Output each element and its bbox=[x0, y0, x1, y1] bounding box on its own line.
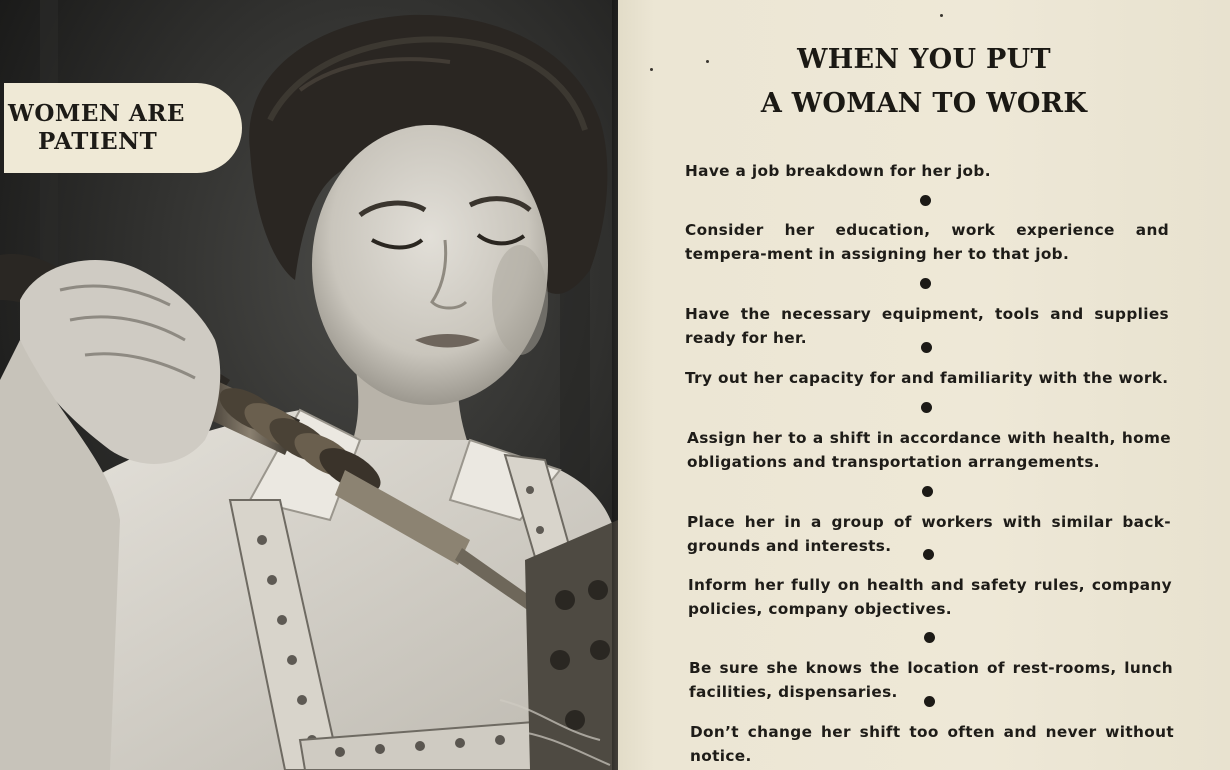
list-item: Don’t change her shift too often and never without notice. bbox=[690, 723, 1174, 765]
bullet-dot bbox=[920, 278, 931, 289]
paper-speck bbox=[940, 14, 943, 17]
list-item: Have a job breakdown for her job. bbox=[685, 162, 991, 180]
list-item: Consider her education, work experience and tempera-ment in assigning her to that job. bbox=[685, 221, 1169, 263]
bullet-dot bbox=[921, 342, 932, 353]
page-heading bbox=[618, 38, 1230, 126]
list-item: Inform her fully on health and safety rules, company policies, company objectives. bbox=[688, 576, 1172, 618]
caption-line-2: PATIENT bbox=[38, 128, 158, 155]
photo-caption-tab bbox=[4, 83, 242, 173]
text-page bbox=[618, 0, 1230, 770]
bullet-dot bbox=[921, 402, 932, 413]
list-item: Try out her capacity for and familiarity with the work. bbox=[685, 369, 1169, 387]
heading-line-2: A WOMAN TO WORK bbox=[760, 88, 1088, 119]
paper-speck bbox=[650, 68, 653, 71]
bullet-dot bbox=[922, 486, 933, 497]
heading-line-1: WHEN YOU PUT bbox=[797, 44, 1051, 75]
bullet-dot bbox=[924, 632, 935, 643]
list-item: Be sure she knows the location of rest-rooms, lunch facilities, dispensaries. bbox=[689, 659, 1173, 701]
bullet-dot bbox=[920, 195, 931, 206]
bullet-dot bbox=[924, 696, 935, 707]
list-item: Have the necessary equipment, tools and supplies ready for her. bbox=[685, 305, 1169, 347]
list-item: Assign her to a shift in accordance with health, home obligations and transportation arrangements. bbox=[687, 429, 1171, 471]
paper-speck bbox=[706, 60, 709, 63]
list-item: Place her in a group of workers with similar back-grounds and interests. bbox=[687, 513, 1171, 555]
caption-line-1: WOMEN ARE bbox=[8, 100, 185, 127]
bullet-dot bbox=[923, 549, 934, 560]
